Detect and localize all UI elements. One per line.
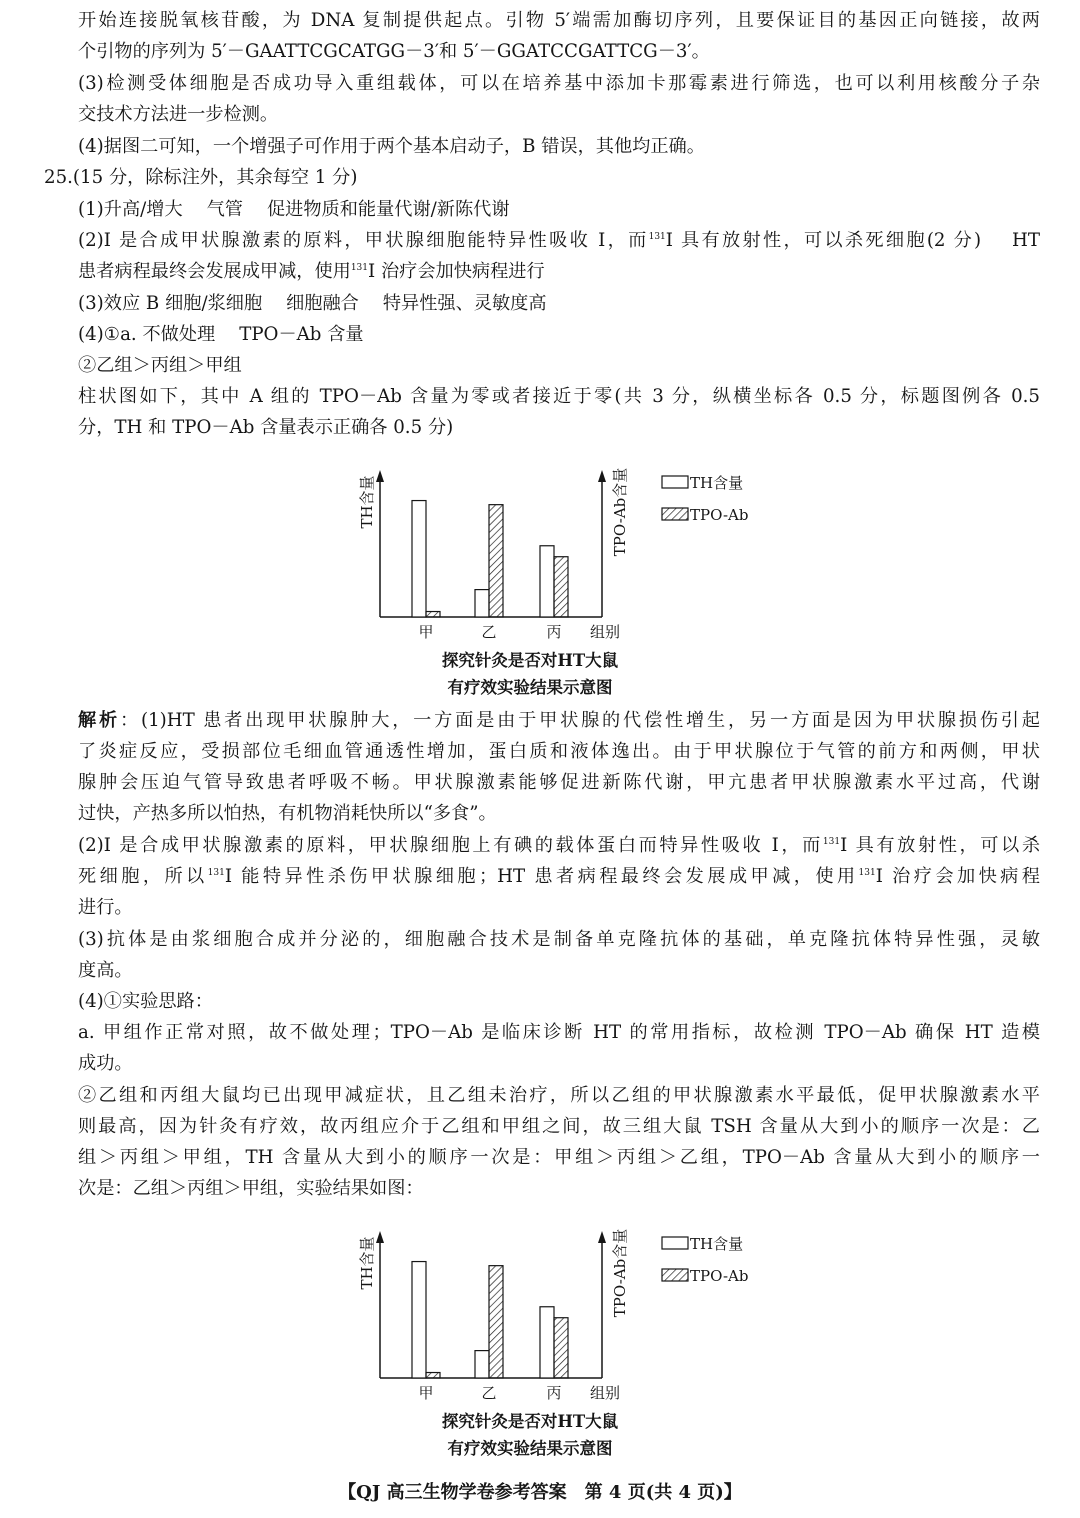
y-axis-left-label: TH含量 — [358, 1236, 376, 1290]
legend-label: TH含量 — [690, 1235, 744, 1253]
x-tick-label: 乙 — [481, 1384, 497, 1402]
y-axis-right-label: TPO-Ab含量 — [611, 467, 629, 557]
chart-caption: 有疗效实验结果示意图 — [447, 678, 613, 697]
bar — [554, 557, 568, 617]
y-axis-left-label: TH含量 — [358, 475, 376, 529]
bar — [540, 546, 554, 617]
text-line: 成功。 — [78, 1053, 133, 1074]
text-line: 过快，产热多所以怕热，有机物消耗快所以“多食”。 — [78, 803, 497, 824]
bar — [426, 1373, 440, 1378]
chart-caption: 有疗效实验结果示意图 — [447, 1439, 613, 1458]
chart-plot — [350, 1213, 770, 1403]
bar-chart — [350, 452, 770, 702]
text-line: 则最高，因为针灸有疗效，故丙组应介于乙组和甲组之间，故三组大鼠 TSH 含量从大到小的顺序一次是：乙 — [78, 1116, 1040, 1137]
bar — [554, 1318, 568, 1378]
text-line: (4)据图二可知，一个增强子可作用于两个基本启动子，B 错误，其他均正确。 — [78, 136, 705, 157]
bar — [412, 1262, 426, 1378]
x-axis-label: 组别 — [589, 1384, 621, 1402]
legend-swatch — [662, 476, 688, 488]
text-line: 组＞丙组＞甲组，TH 含量从大到小的顺序一次是：甲组＞丙组＞乙组，TPO－Ab 含量从大到小的顺序一 — [78, 1147, 1040, 1168]
chart-caption: 探究针灸是否对HT大鼠 — [441, 651, 619, 670]
text-line: 柱状图如下，其中 A 组的 TPO－Ab 含量为零或者接近于零(共 3 分，纵横坐标各 0.5 分，标题图例各 0.5 — [78, 386, 1040, 407]
text-line: 开始连接脱氧核苷酸，为 DNA 复制提供起点。引物 5′端需加酶切序列，且要保证目的基因正向链接，故两 — [78, 10, 1040, 31]
chart-plot — [350, 452, 770, 642]
y-axis-left-arrow — [376, 470, 384, 482]
bar — [412, 501, 426, 617]
bar-chart — [350, 1213, 770, 1463]
bar — [540, 1307, 554, 1378]
legend-swatch — [662, 508, 688, 520]
text-line: ②乙组和丙组大鼠均已出现甲减症状，且乙组未治疗，所以乙组的甲状腺激素水平最低，促甲状腺激素水平 — [78, 1085, 1040, 1106]
y-axis-right-arrow — [598, 1231, 606, 1243]
bar — [489, 505, 503, 617]
text-line: 进行。 — [78, 897, 133, 918]
text-line: 次是：乙组＞丙组＞甲组，实验结果如图： — [78, 1178, 424, 1199]
legend-label: TPO-Ab — [690, 1267, 749, 1285]
text-line: 患者病程最终会发展成甲减，使用$^{131}$I 治疗会加快病程进行 — [78, 261, 545, 282]
text-line: 腺肿会压迫气管导致患者呼吸不畅。甲状腺激素能够促进新陈代谢，甲亢患者甲状腺激素水平过高，代谢 — [78, 772, 1040, 793]
question-heading: 25.(15 分，除标注外，其余每空 1 分) — [44, 167, 358, 188]
chart-caption: 探究针灸是否对HT大鼠 — [441, 1412, 619, 1431]
text-line: (3)检测受体细胞是否成功导入重组载体，可以在培养基中添加卡那霉素进行筛选，也可以利用核酸分子杂 — [78, 73, 1040, 94]
bar — [475, 1351, 489, 1378]
text-line: 死细胞，所以$^{131}$I 能特异性杀伤甲状腺细胞；HT 患者病程最终会发展成甲减，使用$^{131}$I 治疗会加快病程 — [78, 866, 1040, 887]
y-axis-right-arrow — [598, 470, 606, 482]
legend-label: TH含量 — [690, 474, 744, 492]
x-tick-label: 甲 — [418, 1384, 434, 1402]
text-line: a. 甲组作正常对照，故不做处理；TPO－Ab 是临床诊断 HT 的常用指标，故检测 TPO－Ab 确保 HT 造模 — [78, 1022, 1040, 1043]
text-line: (2)I 是合成甲状腺激素的原料，甲状腺细胞能特异性吸收 I，而$^{131}$I 具有放射性，可以杀死细胞(2 分) HT — [78, 230, 1040, 251]
text-line: ②乙组＞丙组＞甲组 — [78, 355, 242, 376]
x-tick-label: 甲 — [418, 623, 434, 641]
text-line: 交技术方法进一步检测。 — [78, 104, 279, 125]
text-line: (4)①实验思路： — [78, 991, 213, 1012]
text-line: (3)效应 B 细胞/浆细胞 细胞融合 特异性强、灵敏度高 — [78, 293, 547, 314]
text-line: 度高。 — [78, 960, 133, 981]
x-tick-label: 丙 — [546, 623, 562, 641]
text-line: (2)I 是合成甲状腺激素的原料，甲状腺细胞上有碘的载体蛋白而特异性吸收 I，而$^{131}$I 具有放射性，可以杀 — [78, 835, 1040, 856]
bar — [426, 612, 440, 617]
text-line: 个引物的序列为 5′－GAATTCGCATGG－3′和 5′－GGATCCGATTCG－3′。 — [78, 41, 710, 62]
text-line: (3)抗体是由浆细胞合成并分泌的，细胞融合技术是制备单克隆抗体的基础，单克隆抗体特异性强，灵敏 — [78, 929, 1040, 950]
text-line: 了炎症反应，受损部位毛细血管通透性增加，蛋白质和液体逸出。由于甲状腺位于气管的前方和两侧，甲状 — [78, 741, 1040, 762]
legend-swatch — [662, 1237, 688, 1249]
legend-label: TPO-Ab — [690, 506, 749, 524]
page-footer: 【QJ 高三生物学卷参考答案 第 4 页(共 4 页)】 — [338, 1482, 742, 1503]
y-axis-right-label: TPO-Ab含量 — [611, 1228, 629, 1318]
bar — [489, 1266, 503, 1378]
text-line: 分，TH 和 TPO－Ab 含量表示正确各 0.5 分) — [78, 417, 454, 438]
x-tick-label: 丙 — [546, 1384, 562, 1402]
bar — [475, 590, 489, 617]
text-line: (1)升高/增大 气管 促进物质和能量代谢/新陈代谢 — [78, 199, 510, 220]
text-line: (4)①a. 不做处理 TPO－Ab 含量 — [78, 324, 364, 345]
y-axis-left-arrow — [376, 1231, 384, 1243]
text-line: 解析：(1)HT 患者出现甲状腺肿大，一方面是由于甲状腺的代偿性增生，另一方面是因为甲状腺损伤引起 — [78, 710, 1040, 731]
legend-swatch — [662, 1269, 688, 1281]
x-tick-label: 乙 — [481, 623, 497, 641]
x-axis-label: 组别 — [589, 623, 621, 641]
